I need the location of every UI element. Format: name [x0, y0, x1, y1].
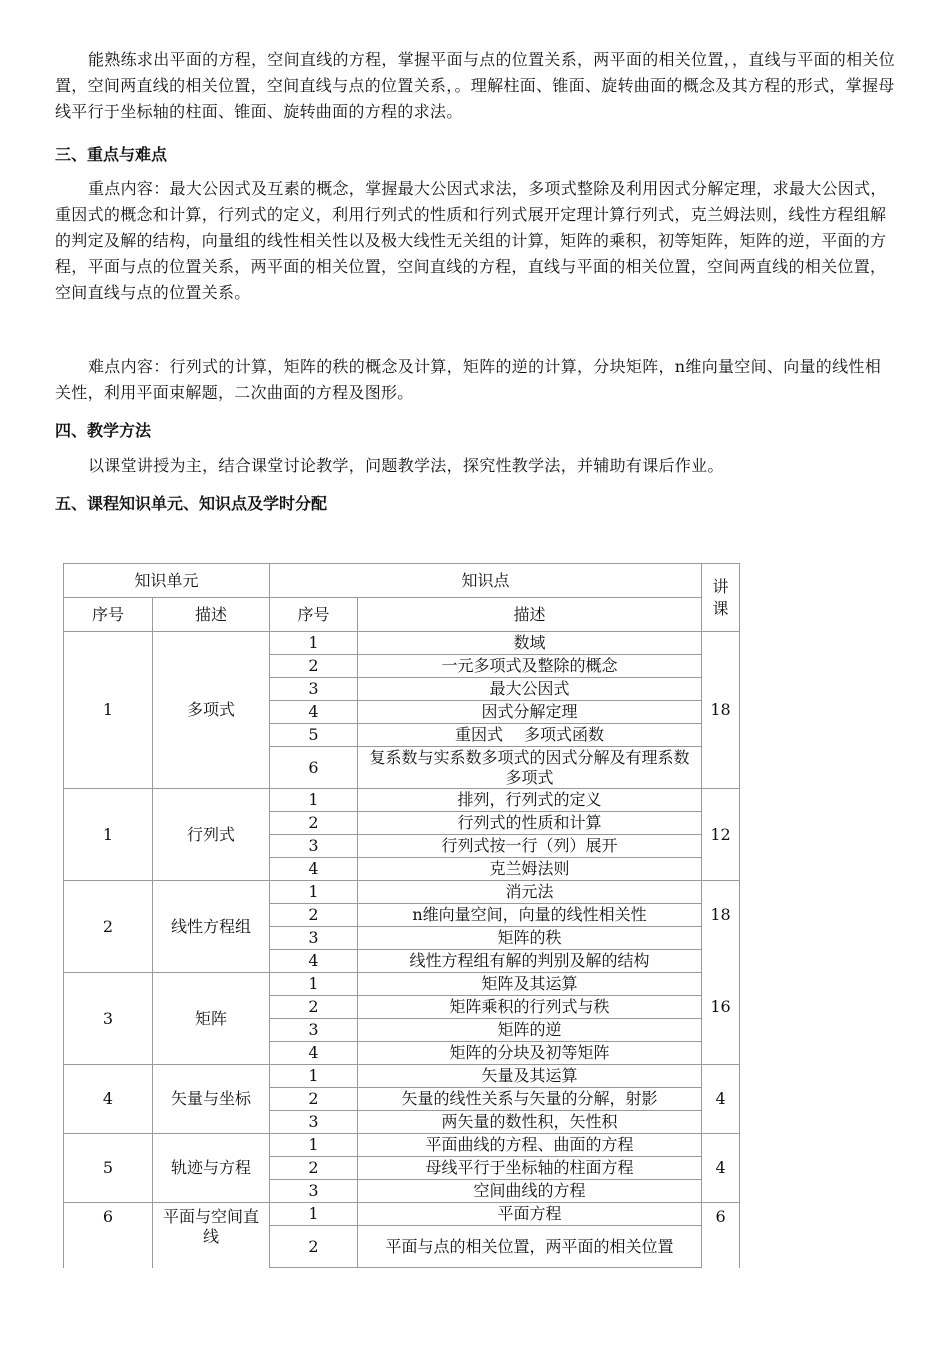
point-no-cell: 2	[270, 1157, 358, 1180]
table-row	[64, 881, 740, 904]
table-subheader-row	[64, 598, 740, 632]
point-desc-cell: 矢量的线性关系与矢量的分解，射影	[358, 1088, 702, 1111]
unit-no-cell: 2	[64, 881, 153, 973]
point-desc-cell: n维向量空间，向量的线性相关性	[358, 904, 702, 927]
point-desc-cell: 重因式 多项式函数	[358, 724, 702, 747]
hours-cell: 18	[702, 632, 740, 789]
key-points-paragraph: 重点内容：最大公因式及互素的概念，掌握最大公因式求法，多项式整除及利用因式分解定理，求最大公因式，重因式的概念和计算，行列式的定义，利用行列式的性质和行列式展开定理计算行列式，克兰姆法则，线性方程组解的判定及解的结构，向量组的线性相关性以及极大线性无关组的计算，矩阵的乘积，初等矩阵，矩阵的逆，平面的方程，平面与点的位置关系，两平面的相关位置，空间直线的方程，直线与平面的相关位置，空间两直线的相关位置，空间直线与点的位置关系。	[55, 179, 887, 302]
point-no-cell: 2	[270, 996, 358, 1019]
point-no-cell: 5	[270, 724, 358, 747]
point-no-cell: 2	[270, 1088, 358, 1111]
table-header-row	[64, 564, 740, 598]
unit-no-cell: 6	[64, 1203, 153, 1268]
point-desc-cell: 矩阵乘积的行列式与秩	[358, 996, 702, 1019]
point-no-header: 序号	[270, 598, 358, 632]
table-row	[64, 973, 740, 996]
unit-desc-cell: 多项式	[153, 632, 270, 789]
objective-paragraph: 能熟练求出平面的方程，空间直线的方程，掌握平面与点的位置关系，两平面的相关位置，，直线与平面的相关位置，空间两直线的相关位置，空间直线与点的位置关系，。理解柱面、锥面、旋转曲面的概念及其方程的形式，掌握母线平行于坐标轴的柱面、锥面、旋转曲面的方程的求法。	[55, 50, 896, 121]
point-desc-cell: 消元法	[358, 881, 702, 904]
point-no-cell: 2	[270, 1226, 358, 1268]
point-desc-cell: 行列式按一行（列）展开	[358, 835, 702, 858]
point-desc-cell: 母线平行于坐标轴的柱面方程	[358, 1157, 702, 1180]
point-no-cell: 3	[270, 1180, 358, 1203]
point-desc-cell: 平面与点的相关位置，两平面的相关位置	[358, 1226, 702, 1268]
point-desc-cell: 两矢量的数性积，矢性积	[358, 1111, 702, 1134]
point-desc-cell: 排列，行列式的定义	[358, 789, 702, 812]
point-no-cell: 4	[270, 950, 358, 973]
section5-heading: 五、课程知识单元、知识点及学时分配	[55, 494, 328, 513]
hours-cell: 12	[702, 789, 740, 881]
hours-cell: 4	[702, 1134, 740, 1203]
point-no-cell: 3	[270, 1111, 358, 1134]
point-header: 知识点	[270, 564, 702, 598]
point-no-cell: 4	[270, 1042, 358, 1065]
point-desc-cell: 线性方程组有解的判别及解的结构	[358, 950, 702, 973]
unit-no-cell: 4	[64, 1065, 153, 1134]
point-desc-cell: 平面曲线的方程、曲面的方程	[358, 1134, 702, 1157]
point-no-cell: 3	[270, 835, 358, 858]
point-no-cell: 3	[270, 1019, 358, 1042]
point-desc-header: 描述	[358, 598, 702, 632]
table-row	[64, 1065, 740, 1088]
point-no-cell: 1	[270, 1203, 358, 1226]
difficult-points-paragraph: 难点内容：行列式的计算，矩阵的秩的概念及计算，矩阵的逆的计算，分块矩阵，n维向量空间、向量的线性相关性，利用平面束解题，二次曲面的方程及图形。	[55, 357, 882, 402]
point-desc-cell: 因式分解定理	[358, 701, 702, 724]
unit-desc-cell: 轨迹与方程	[153, 1134, 270, 1203]
hours-header: 讲课	[702, 564, 740, 632]
point-desc-cell: 空间曲线的方程	[358, 1180, 702, 1203]
unit-desc-cell: 行列式	[153, 789, 270, 881]
unit-desc-cell: 矢量与坐标	[153, 1065, 270, 1134]
point-no-cell: 4	[270, 858, 358, 881]
point-no-cell: 1	[270, 789, 358, 812]
point-no-cell: 1	[270, 632, 358, 655]
point-desc-cell: 矩阵的秩	[358, 927, 702, 950]
point-no-cell: 4	[270, 701, 358, 724]
point-desc-cell: 平面方程	[358, 1203, 702, 1226]
unit-no-cell: 1	[64, 789, 153, 881]
hours-cell: 6	[702, 1203, 740, 1268]
section3-heading: 三、重点与难点	[55, 145, 168, 164]
unit-desc-cell: 平面与空间直线	[153, 1203, 270, 1268]
point-no-cell: 3	[270, 927, 358, 950]
unit-no-cell: 5	[64, 1134, 153, 1203]
point-desc-cell: 数域	[358, 632, 702, 655]
knowledge-table	[63, 563, 740, 1268]
unit-desc-cell: 线性方程组	[153, 881, 270, 973]
point-desc-cell: 最大公因式	[358, 678, 702, 701]
point-no-cell: 2	[270, 655, 358, 678]
teaching-method-paragraph: 以课堂讲授为主，结合课堂讨论教学，问题教学法，探究性教学法，并辅助有课后作业。	[88, 456, 724, 475]
table-row	[64, 789, 740, 812]
unit-header: 知识单元	[64, 564, 270, 598]
point-no-cell: 1	[270, 1065, 358, 1088]
point-no-cell: 2	[270, 812, 358, 835]
unit-no-header: 序号	[64, 598, 153, 632]
hours-cell: 16	[702, 950, 740, 1065]
point-desc-cell: 矩阵及其运算	[358, 973, 702, 996]
table-row	[64, 1134, 740, 1157]
point-desc-cell: 行列式的性质和计算	[358, 812, 702, 835]
point-desc-cell: 一元多项式及整除的概念	[358, 655, 702, 678]
point-desc-cell: 矢量及其运算	[358, 1065, 702, 1088]
point-no-cell: 6	[270, 747, 358, 789]
point-desc-cell: 克兰姆法则	[358, 858, 702, 881]
unit-no-cell: 1	[64, 632, 153, 789]
point-desc-cell: 矩阵的逆	[358, 1019, 702, 1042]
unit-no-cell: 3	[64, 973, 153, 1065]
hours-cell: 18	[702, 881, 740, 950]
table-row	[64, 1203, 740, 1226]
table-row	[64, 632, 740, 655]
point-no-cell: 1	[270, 973, 358, 996]
point-no-cell: 1	[270, 881, 358, 904]
point-no-cell: 3	[270, 678, 358, 701]
point-desc-cell: 矩阵的分块及初等矩阵	[358, 1042, 702, 1065]
section4-heading: 四、教学方法	[55, 421, 152, 440]
point-no-cell: 2	[270, 904, 358, 927]
point-desc-cell: 复系数与实系数多项式的因式分解及有理系数多项式	[358, 747, 702, 789]
hours-cell: 4	[702, 1065, 740, 1134]
unit-desc-header: 描述	[153, 598, 270, 632]
unit-desc-cell: 矩阵	[153, 973, 270, 1065]
point-no-cell: 1	[270, 1134, 358, 1157]
